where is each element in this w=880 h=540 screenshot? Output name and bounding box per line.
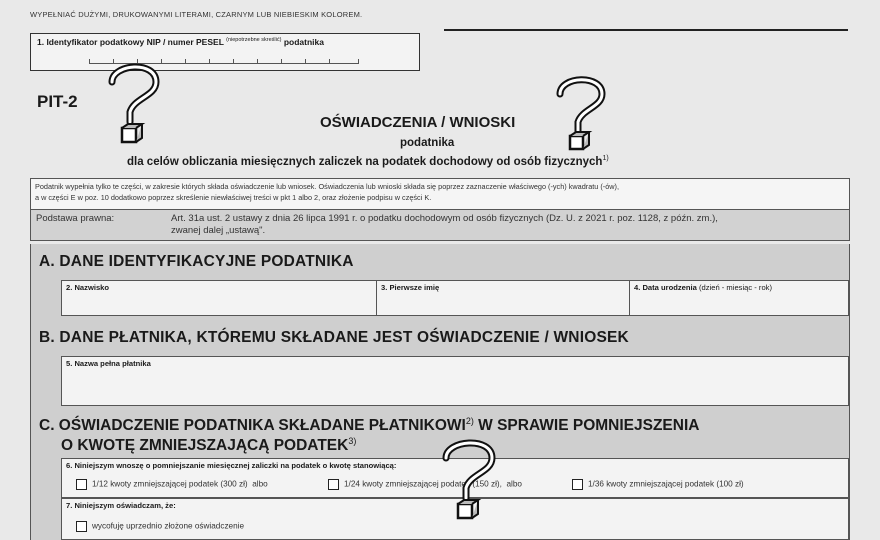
question-mark-icon [98, 56, 168, 148]
first-name-field[interactable]: 3. Pierwsze imię [376, 280, 630, 316]
field-7-statement: 7. Niniejszym oświadczam, że: wycofuję uprzednio złożone oświadczenie [61, 498, 849, 540]
checkbox-1-24[interactable] [328, 479, 339, 490]
legal-basis-label: Podstawa prawna: [36, 213, 115, 224]
question-mark-icon [432, 432, 504, 524]
form-purpose: dla celów obliczania miesięcznych zaliczek na podatek dochodowy od osób fizycznych$^{1)}$ [127, 155, 609, 168]
instructions-box: Podatnik wypełnia tylko te części, w zakresie których składa oświadczenie lub wniosek. Oświadczenia lub wnioski składa się poprzez zaznaczenie właściwego (-ych) kwadratu (-ów), a w części E w poz. 10 dodatkowo poprzez skreślenie niewłaściwej treści w pkt 1 albo 2, oraz złożenie podpisu w części K. [30, 178, 850, 210]
section-b-heading: B. DANE PŁATNIKA, KTÓREMU SKŁADANE JEST OŚWIADCZENIE / WNIOSEK [30, 320, 850, 356]
birth-date-field[interactable]: 4. Data urodzenia (dzień - miesiąc - rok) [629, 280, 849, 316]
section-b-body [30, 356, 850, 410]
legal-basis-box [30, 209, 850, 241]
form-code: PIT-2 [37, 92, 78, 111]
top-rule [444, 29, 848, 31]
payer-name-field[interactable]: 5. Nazwa pełna płatnika [61, 356, 849, 406]
field-6-allowance: 6. Niniejszym wnoszę o pomniejszanie miesięcznej zaliczki na podatek o kwotę stanowiącą: 1/12 kwoty zmniejszającej podatek (300 zł) albo 1/24 kwoty zmniejszającej podatek (150 zł), albo 1/36 kwoty zmniejszającej podatek (100 zł) [61, 458, 849, 498]
form-subtitle: podatnika [400, 137, 455, 149]
section-a-heading: A. DANE IDENTYFIKACYJNE PODATNIKA [30, 244, 850, 280]
form-title: OŚWIADCZENIA / WNIOSKI [320, 114, 516, 131]
question-mark-icon [548, 70, 614, 156]
surname-field[interactable]: 2. Nazwisko [61, 280, 377, 316]
instruction-note: WYPEŁNIAĆ DUŻYMI, DRUKOWANYMI LITERAMI, CZARNYM LUB NIEBIESKIM KOLOREM. [30, 10, 363, 19]
section-c-heading: C. OŚWIADCZENIE PODATNIKA SKŁADANE PŁATNIKOWI$^{2)}$ W SPRAWIE POMNIEJSZENIA O KWOTĘ ZMNIEJSZAJĄCĄ PODATEK$^{3)}$ [30, 410, 850, 458]
section-a-body [30, 280, 850, 320]
checkbox-withdraw[interactable] [76, 521, 87, 532]
checkbox-1-36[interactable] [572, 479, 583, 490]
checkbox-1-12[interactable] [76, 479, 87, 490]
nip-field[interactable] [30, 33, 420, 71]
nip-label: 1. Identyfikator podatkowy NIP / numer PESEL $^{(niepotrzebne skreślić)}$ podatnika [37, 37, 324, 47]
legal-basis-text: Art. 31a ust. 2 ustawy z dnia 26 lipca 1991 r. o podatku dochodowym od osób fizycznych (Dz. U. z 2021 r. poz. 1128, z późn. zm.), zwanej dalej „ustawą". [171, 213, 718, 236]
